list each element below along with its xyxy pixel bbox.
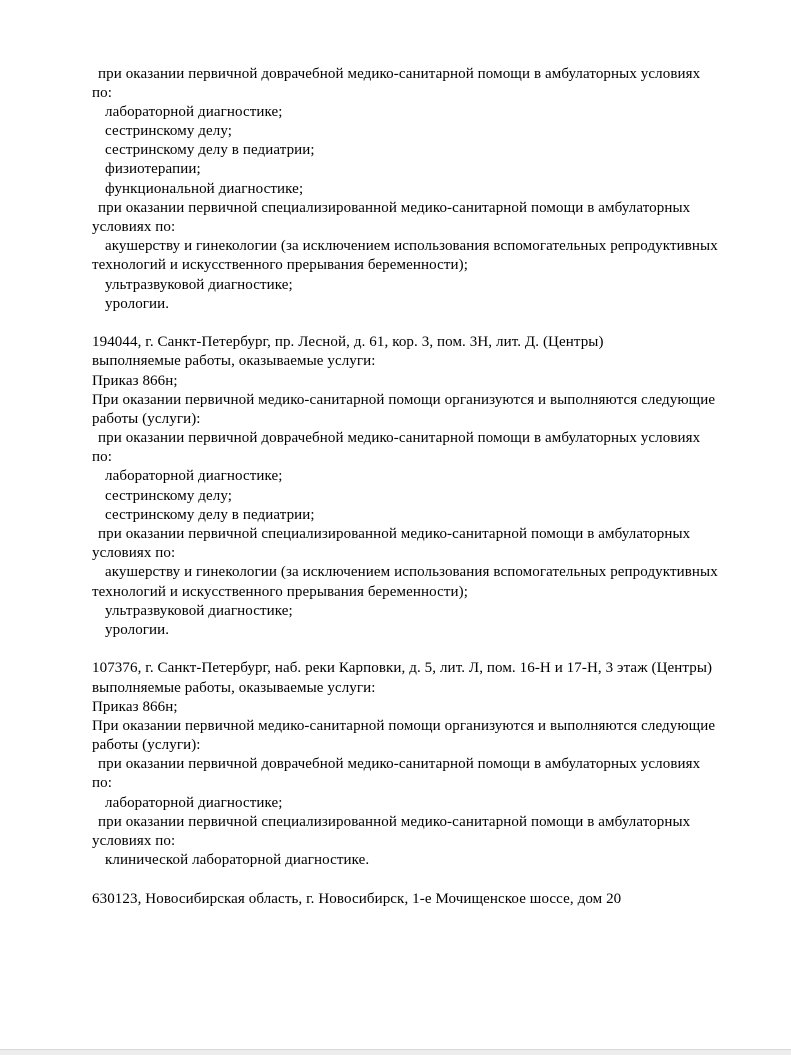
text-line: сестринскому делу; (105, 123, 233, 140)
text-line: лабораторной диагностике; (105, 103, 283, 120)
text-line: технологий и искусственного прерывания беременности); (92, 257, 468, 274)
text-line: При оказании первичной медико-санитарной помощи организуются и выполняются следующие (92, 391, 716, 408)
blank-line (92, 314, 755, 333)
text-line: ультразвуковой диагностике; (105, 602, 293, 619)
text-line: 107376, г. Санкт-Петербург, наб. реки Карповки, д. 5, лит. Л, пом. 16-Н и 17-Н, 3 этаж (Центры) (92, 660, 713, 677)
text-line: ультразвуковой диагностике; (105, 276, 293, 293)
text-line: по: (92, 775, 112, 792)
text-line: сестринскому делу в педиатрии; (105, 142, 315, 159)
text-line: выполняемые работы, оказываемые услуги: (92, 353, 376, 370)
text-line: урологии. (105, 621, 170, 638)
text-line: лабораторной диагностике; (105, 794, 283, 811)
text-line: технологий и искусственного прерывания беременности); (92, 583, 468, 600)
text-line: при оказании первичной доврачебной медико-санитарной помощи в амбулаторных условиях (98, 65, 701, 82)
blank-line (92, 640, 755, 659)
text-line: При оказании первичной медико-санитарной помощи организуются и выполняются следующие (92, 717, 716, 734)
text-line: функциональной диагностике; (105, 180, 304, 197)
text-line: при оказании первичной доврачебной медико-санитарной помощи в амбулаторных условиях (98, 756, 701, 773)
horizontal-scrollbar[interactable] (0, 1049, 791, 1055)
blank-line (92, 870, 755, 889)
text-line: урологии. (105, 295, 170, 312)
text-line: условиях по: (92, 219, 176, 235)
text-line: сестринскому делу в педиатрии; (105, 506, 315, 523)
text-line: по: (92, 449, 112, 466)
text-line: работы (услуги): (92, 737, 201, 754)
text-line: выполняемые работы, оказываемые услуги: (92, 679, 376, 696)
text-line: по: (92, 84, 112, 101)
document-text (0, 65, 791, 909)
text-line: условиях по: (92, 545, 176, 562)
text-line: работы (услуги): (92, 410, 201, 427)
text-line: 630123, Новосибирская область, г. Новосибирск, 1-е Мочищенское шоссе, дом 20 (92, 890, 622, 907)
text-line: 194044, г. Санкт-Петербург, пр. Лесной, д. 61, кор. 3, пом. 3Н, лит. Д. (Центры) (92, 334, 604, 351)
text-line: условиях по: (92, 833, 176, 849)
text-line: Приказ 866н; (92, 698, 178, 715)
text-line: сестринскому делу; (105, 487, 233, 504)
text-line: Приказ 866н; (92, 372, 178, 389)
text-line: физиотерапии; (105, 161, 201, 178)
text-line: при оказании первичной специализированной медико-санитарной помощи в амбулаторных (98, 813, 691, 830)
text-line: при оказании первичной специализированной медико-санитарной помощи в амбулаторных (98, 199, 691, 216)
text-line: при оказании первичной доврачебной медико-санитарной помощи в амбулаторных условиях (98, 430, 701, 447)
text-line: лабораторной диагностике; (105, 468, 283, 485)
text-line: при оказании первичной специализированной медико-санитарной помощи в амбулаторных (98, 526, 691, 542)
text-line: клинической лабораторной диагностике. (105, 852, 370, 869)
text-line: акушерству и гинекологии (за исключением использования вспомогательных репродуктивных (105, 564, 718, 581)
text-line: акушерству и гинекологии (за исключением использования вспомогательных репродуктивных (105, 238, 718, 255)
